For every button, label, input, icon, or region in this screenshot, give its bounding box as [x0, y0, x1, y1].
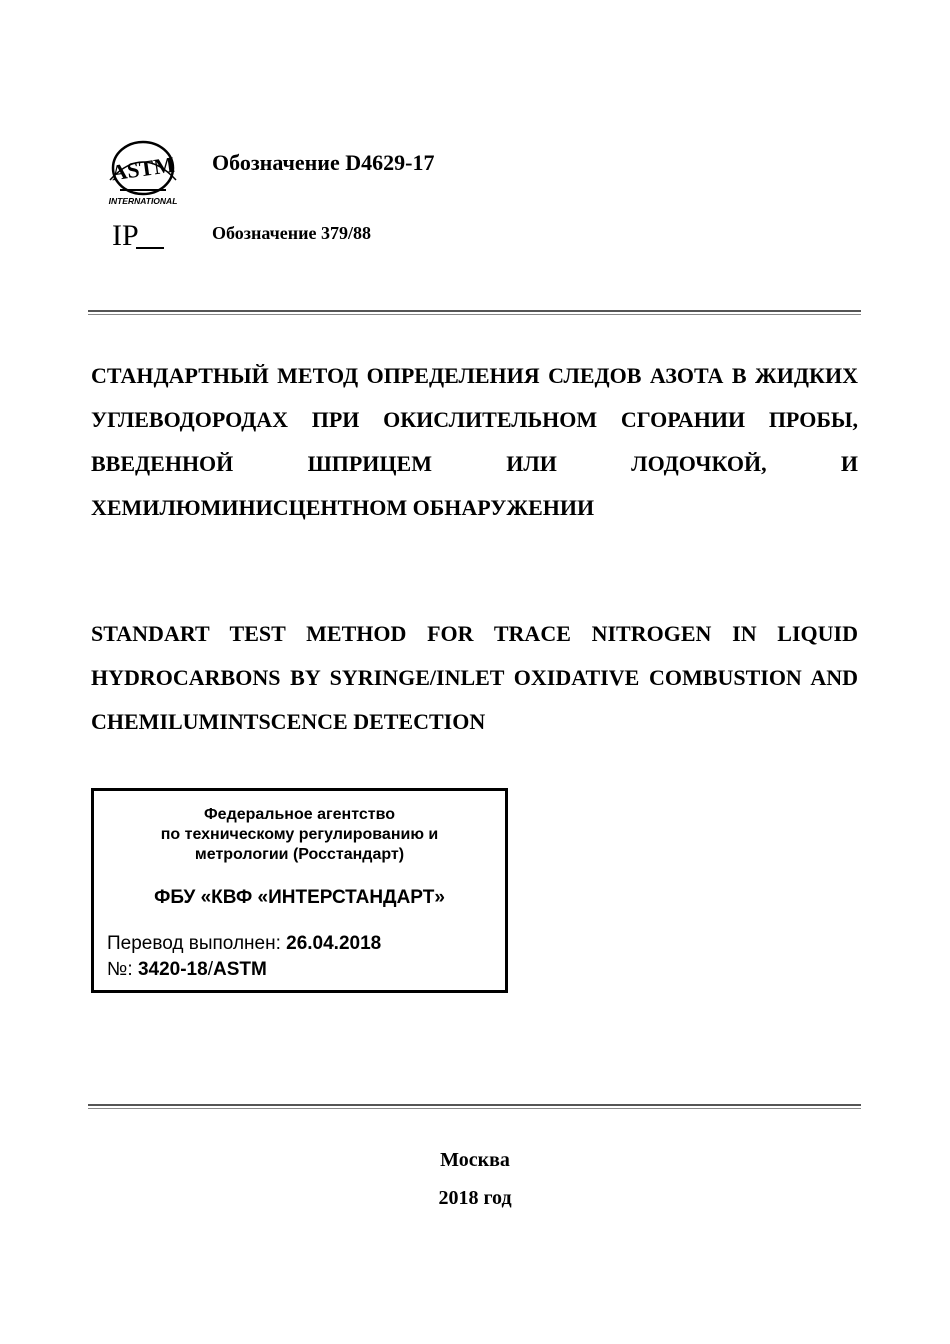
astm-international-logo — [102, 140, 184, 208]
svg-text:INTERNATIONAL: INTERNATIONAL — [108, 196, 178, 206]
title-english: STANDART TEST METHOD FOR TRACE NITROGEN IN LIQUID HYDROCARBONS BY SYRINGE/INLET OXIDATIVE COMBUSTION AND CHEMILUMINTSCENCE DETECTION — [91, 621, 858, 734]
ip-designation: Обозначение 379/88 — [212, 223, 372, 243]
astm-designation: Обозначение D4629-17 — [212, 150, 435, 175]
translation-stamp — [91, 788, 508, 993]
top-divider — [88, 310, 861, 315]
city: Москва — [440, 1149, 510, 1171]
svg-text:IP: IP — [112, 219, 139, 252]
translation-number: 3420-18 — [137, 959, 208, 980]
translation-date: 26.04.2018 — [286, 933, 382, 954]
bottom-divider — [88, 1104, 861, 1109]
translation-info: Перевод выполнен: 26.04.2018 №: 3420-18/ASTM — [107, 933, 382, 980]
year: 2018 год — [438, 1187, 512, 1209]
title-russian: СТАНДАРТНЫЙ МЕТОД ОПРЕДЕЛЕНИЯ СЛЕДОВ АЗОТА В ЖИДКИХ УГЛЕВОДОРОДАХ ПРИ ОКИСЛИТЕЛЬНОМ СГОРАНИИ ПРОБЫ, ВВЕДЕННОЙ ШПРИЦЕМ ИЛИ ЛОДОЧКОЙ, И ХЕМИЛЮМИНИСЦЕНТНОМ ОБНАРУЖЕНИИ — [91, 363, 858, 520]
organization-name: ФБУ «КВФ «ИНТЕРСТАНДАРТ» — [154, 887, 445, 908]
agency-name: Федеральное агентство по техническому регулированию и метрологии (Росстандарт) — [160, 806, 439, 863]
ip-logo — [110, 218, 166, 252]
svg-text:ASTM: ASTM — [109, 151, 177, 186]
